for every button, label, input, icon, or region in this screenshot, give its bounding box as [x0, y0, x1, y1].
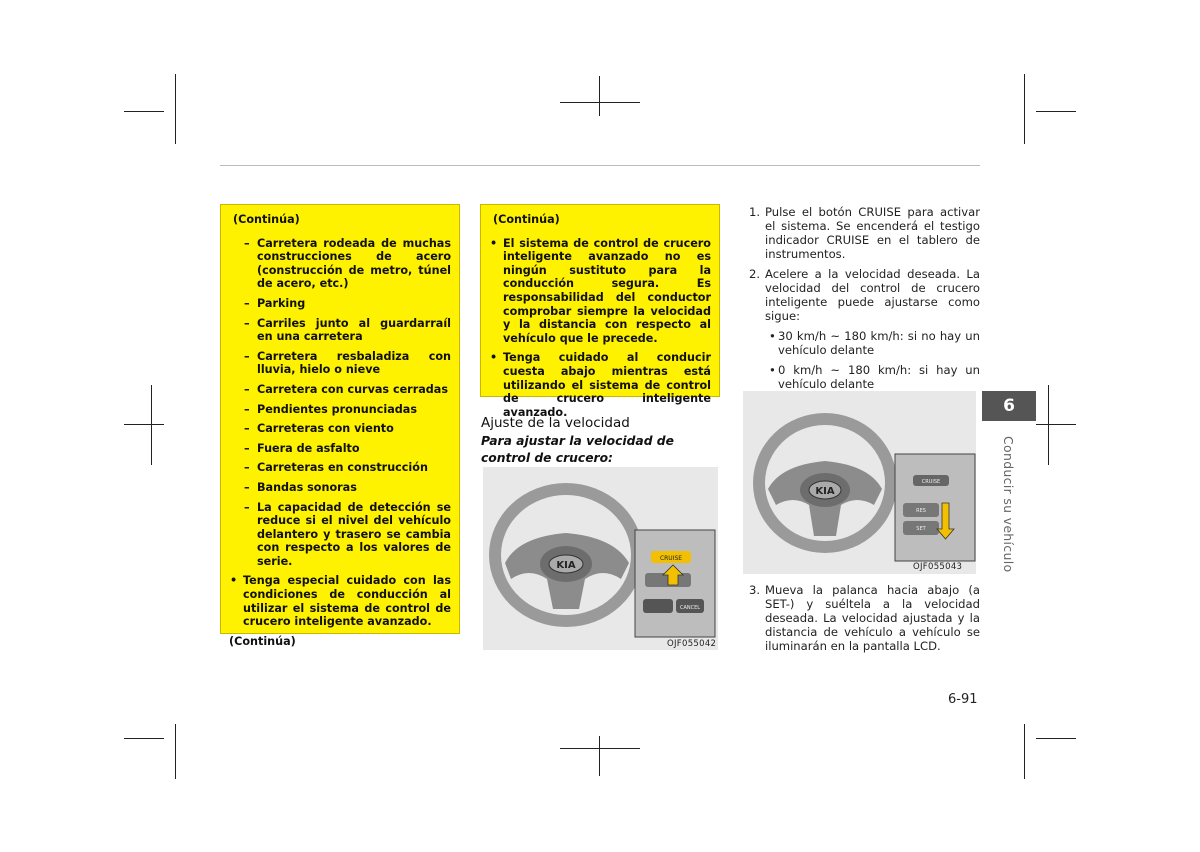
list-item: – La capacidad de detección se reduce si el nivel del vehículo delantero y trasero se cambia con respecto a los valores de serie. [243, 501, 451, 569]
list-item: • Tenga especial cuidado con las condiciones de conducción al utilizar el sistema de control de crucero inteligente avanzado. [229, 574, 451, 628]
step-number: 2. [749, 267, 761, 281]
list-item: – Carretera resbaladiza con lluvia, hielo o nieve [243, 350, 451, 377]
continua-label: (Continúa) [233, 213, 300, 226]
list-item: – Carreteras en construcción [243, 461, 451, 475]
step-text: Acelere a la velocidad deseada. La velocidad del control de crucero inteligente puede ajustarse como sigue: [765, 267, 980, 323]
list-item: • 0 km/h ~ 180 km/h: si hay un vehículo delante [765, 363, 980, 391]
step-list [749, 205, 980, 391]
bullet-list [489, 237, 711, 420]
cancel-button-label: CANCEL [679, 605, 701, 611]
cruise-button-label: CRUISE [921, 479, 941, 485]
speed-range-list [765, 329, 980, 391]
section-title: Ajuste de la velocidad [481, 415, 630, 431]
chapter-tab: 6 [982, 391, 1036, 421]
warning-box-middle [480, 204, 720, 419]
cruise-button-label: CRUISE [659, 555, 683, 562]
list-item: – Carreteras con viento [243, 422, 451, 436]
step-list [749, 583, 980, 653]
step-3 [749, 583, 980, 653]
list-item: • Tenga cuidado al conducir cuesta abajo mientras está utilizando el sistema de control de crucero inteligente avanzado. [489, 351, 711, 419]
list-item: – Pendientes pronunciadas [243, 403, 451, 417]
steering-wheel-figure-2 [743, 391, 976, 574]
steering-wheel-figure-1 [483, 467, 718, 650]
brand-logo-text: KIA [556, 560, 576, 571]
list-item: – Carretera rodeada de muchas construcciones de acero (construcción de metro, túnel de acero, etc.) [243, 237, 451, 291]
res-label: RES [916, 508, 926, 514]
list-item: – Fuera de asfalto [243, 442, 451, 456]
step-1 [749, 205, 980, 261]
step-number: 1. [749, 205, 761, 219]
instructions [749, 205, 980, 391]
list-item: – Carretera con curvas cerradas [243, 383, 451, 397]
list-item: • El sistema de control de crucero inteligente avanzado no es ningún sustituto para la conducción segura. Es responsabilidad del conductor comprobar siempre la velocidad y la distancia con respecto al vehículo que le precede. [489, 237, 711, 346]
warning-box-left [220, 204, 460, 648]
figure-code: OJF055043 [913, 562, 963, 572]
steering-wheel-illustration [743, 391, 976, 574]
step-text: Mueva la palanca hacia abajo (a SET-) y suéltela a la velocidad deseada. La velocidad ajustada y la distancia de vehículo a vehículo se iluminarán en la pantalla LCD. [765, 583, 980, 653]
list-item: – Carriles junto al guardarraíl en una carretera [243, 317, 451, 344]
figure-code: OJF055042 [667, 639, 717, 649]
step-text: Pulse el botón CRUISE para activar el sistema. Se encenderá el testigo indicador CRUISE en el tablero de instrumentos. [765, 205, 980, 261]
brand-logo-text: KIA [815, 486, 835, 497]
steering-wheel-illustration [483, 467, 718, 650]
list-item: • 30 km/h ~ 180 km/h: si no hay un vehículo delante [765, 329, 980, 357]
instructions-continued [749, 583, 980, 653]
step-2 [749, 267, 980, 391]
set-label: SET [916, 526, 926, 532]
continua-label: (Continúa) [229, 634, 296, 648]
page-number: 6-91 [948, 692, 978, 707]
chapter-label: Conducir su vehículo [1001, 436, 1016, 573]
dash-list [243, 237, 451, 569]
continua-label: (Continúa) [493, 213, 560, 226]
list-item: – Bandas sonoras [243, 481, 451, 495]
bullet-list [229, 574, 451, 628]
step-number: 3. [749, 583, 761, 597]
header-rule [220, 165, 980, 166]
section-subtitle: Para ajustar la velocidad de control de crucero: [481, 434, 674, 465]
list-item: – Parking [243, 297, 451, 311]
